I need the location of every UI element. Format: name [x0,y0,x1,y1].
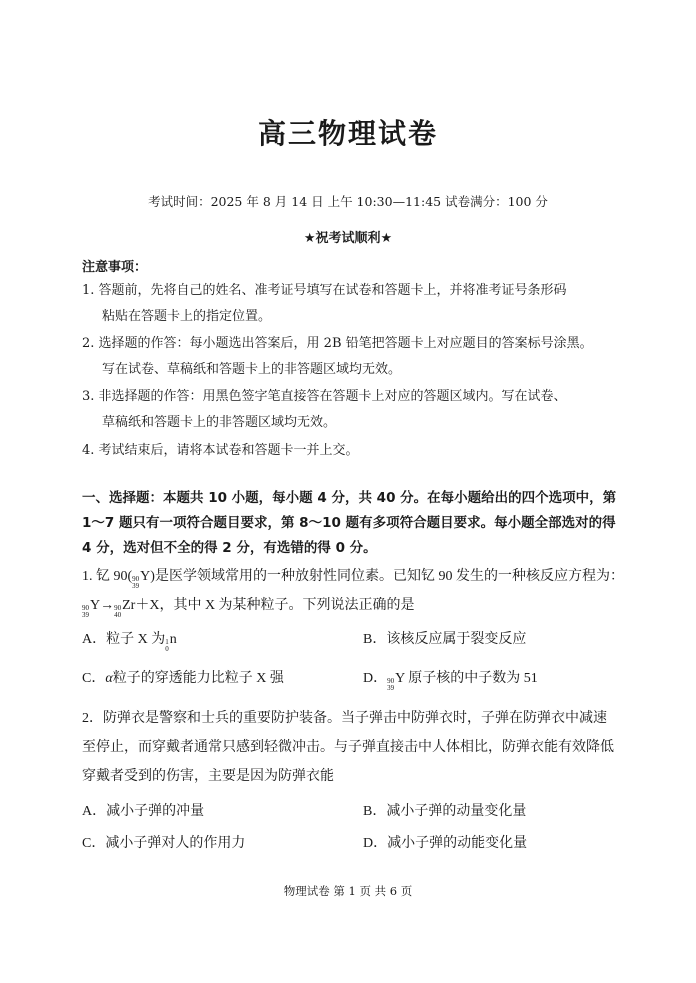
notice-heading: 注意事项： [82,260,148,275]
mass-number: 90 [114,604,122,612]
q1-option-a[interactable] [82,628,177,653]
mass-number: 1 [165,638,169,646]
notice-line: 2. 选择题的作答：每小题选出答案后，用 2B 铅笔把答题卡上对应题目的答案标号涂黑。 [82,336,593,351]
option-text: C． [82,671,106,686]
notice-item-3 [82,384,622,436]
blessing: ★祝考试顺利★ [303,231,393,246]
section-line: 1～7 题只有一项符合题目要求，第 8～10 题有多项符合题目要求。每小题全部选对的得 [82,515,616,531]
question-line [82,562,622,591]
notice-line: 粘贴在答题卡上的指定位置。 [102,309,272,324]
question-1-stem [82,562,622,620]
particle-symbol: n [169,632,177,647]
option-text: 粒子的穿透能力比粒子 X 强 [112,671,284,686]
notice-line: 3. 非选择题的作答：用黑色签字笔直接答在答题卡上对应的答题区域内。写在试卷、 [82,389,567,404]
atomic-number: 39 [82,611,89,619]
notice-item-4 [82,438,622,464]
question-text: Y)是医学领域常用的一种放射性同位素。已知钇 90 发生的一种核反应方程为： [140,569,624,584]
option-text: A．粒子 X 为 [82,632,166,647]
question-line [82,591,622,620]
section-1-instructions [82,486,622,561]
q1-option-d[interactable] [363,667,538,692]
option-text: Y 原子核的中子数为 51 [395,671,538,686]
question-2-stem [82,704,622,791]
mass-number: 90 [387,677,395,685]
isotope-zr90 [114,591,122,620]
q2-option-b[interactable]: B．减小子弹的动量变化量 [363,804,527,819]
notice-item-1 [82,278,622,330]
isotope-y90 [387,671,395,692]
atomic-number: 39 [132,582,140,590]
section-line: 4 分，选对但不全的得 2 分，有选错的得 0 分。 [82,540,377,556]
question-line: 穿戴者受到的伤害，主要是因为防弹衣能 [82,769,334,784]
notice-line: 1. 答题前，先将自己的姓名、准考证号填写在试卷和答题卡上，并将准考证号条形码 [82,283,567,298]
isotope-y90 [132,562,140,591]
q1-option-b[interactable]: B．该核反应属于裂变反应 [363,632,527,647]
q2-option-c[interactable]: C．减小子弹对人的作用力 [82,836,246,851]
notice-line: 写在试卷、草稿纸和答题卡上的非答题区域均无效。 [102,362,402,377]
q2-option-d[interactable]: D．减小子弹的动能变化量 [363,836,528,851]
notice-line: 草稿纸和答题卡上的非答题区域均无效。 [102,415,337,430]
equation-text: Y→ [90,598,115,613]
question-line: 至停止，而穿戴者通常只感到轻微冲击。与子弹直接击中人体相比，防弹衣能有效降低 [82,740,614,755]
isotope-y90 [82,591,90,620]
atomic-number: 40 [114,611,122,619]
atomic-number: 0 [165,645,169,653]
mass-number: 90 [82,604,89,612]
alpha-symbol: α [105,671,113,686]
q1-option-c[interactable] [82,667,284,687]
exam-title: 高三物理试卷 [257,117,438,150]
question-line: 2．防弹衣是警察和士兵的重要防护装备。当子弹击中防弹衣时，子弹在防弹衣中减速 [82,711,607,726]
mass-number: 90 [132,575,140,583]
notice-item-2 [82,331,622,383]
exam-info: 考试时间：2025 年 8 月 14 日 上午 10:30—11:45 试卷满分：100 分 [148,194,548,209]
q2-option-a[interactable]: A．减小子弹的冲量 [82,804,205,819]
atomic-number: 39 [387,684,395,692]
option-text: D． [363,671,388,686]
notice-line: 4. 考试结束后，请将本试卷和答题卡一并上交。 [82,443,359,458]
section-line: 一、选择题：本题共 10 小题，每小题 4 分，共 40 分。在每小题给出的四个选项中，第 [82,490,617,506]
question-text: 1. 钇 90( [82,569,133,584]
page-footer: 物理试卷 第 1 页 共 6 页 [283,884,413,898]
neutron-symbol [165,632,177,653]
equation-text: Zr＋X，其中 X 为某种粒子。下列说法正确的是 [122,598,415,613]
